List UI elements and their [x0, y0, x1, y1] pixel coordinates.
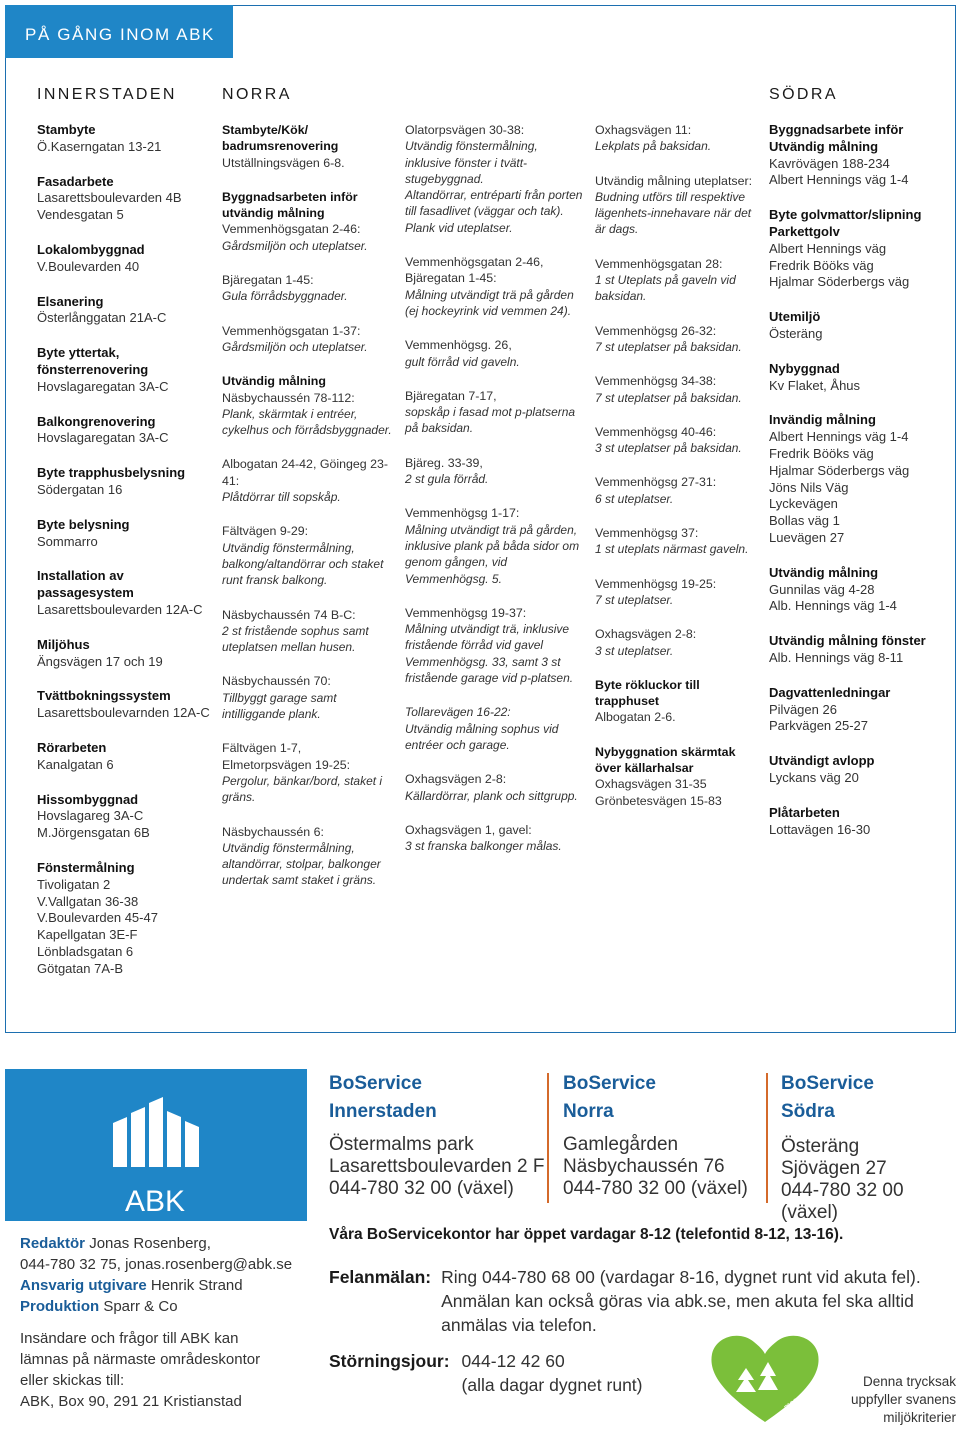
- list-item: [769, 207, 949, 291]
- item-note: Källardörrar, plank och sittgrupp.: [405, 788, 578, 803]
- abk-logo: [5, 1069, 307, 1221]
- item-address: Fredrik Bööks väg: [769, 445, 874, 461]
- item-title: Utvändigt avlopp: [769, 753, 875, 769]
- item-title: Stambyte/Kök/ badrumsrenovering: [222, 123, 339, 154]
- item-title: Stambyte: [37, 122, 96, 137]
- divider: [766, 1073, 768, 1203]
- list-item: [222, 824, 394, 889]
- item-note: Utvändig målning sophus vid entréer och garage.: [405, 721, 559, 752]
- item-title: Byggnadsarbeten inför utvändig målning: [222, 189, 358, 221]
- item-address: Jöns Nils Väg: [769, 479, 849, 495]
- heart-eco-icon: [706, 1330, 830, 1425]
- item-note: Gårdsmiljön och uteplatser.: [222, 238, 368, 253]
- item-address: Lyckevägen: [769, 496, 838, 512]
- editor-name: Jonas Rosenberg,: [85, 1235, 211, 1252]
- outage-label: Störningsjour:: [329, 1351, 450, 1371]
- item-address: Grönbetesvägen 15-83: [595, 793, 722, 808]
- item-address: Albert Hennings väg 1-4: [769, 429, 909, 445]
- office-line: Näsbychaussén 76: [563, 1156, 725, 1177]
- list-item: [595, 173, 755, 238]
- item-title: Plåtarbeten: [769, 804, 840, 820]
- item-address: Kanalgatan 6: [37, 756, 114, 772]
- item-note: 7 st uteplatser på baksidan.: [595, 390, 742, 405]
- item-address: Albogatan 2-6.: [595, 710, 676, 725]
- office-line: Lasarettsboulevarden 2 F: [329, 1156, 545, 1177]
- list-item: [37, 294, 217, 328]
- office-title: BoService: [563, 1073, 656, 1094]
- list-item: [222, 373, 394, 438]
- list-item: [405, 771, 585, 804]
- office-sodra: [781, 1070, 960, 1224]
- item-note: Gårdsmiljön och uteplatser.: [222, 339, 368, 354]
- item-title: Byte belysning: [37, 516, 130, 532]
- item-note: 3 st franska balkonger målas.: [405, 839, 562, 854]
- item-address: Vemmenhögsgatan 2-46:: [222, 222, 361, 237]
- item-note: 1 st Uteplats på gaveln vid baksidan.: [595, 273, 736, 304]
- list-item: [769, 361, 949, 395]
- list-item: [595, 256, 755, 305]
- item-address: Södergatan 16: [37, 481, 123, 497]
- item-note: Utvändig fönstermålning, inklusive fönster i tvätt-stugebyggnad.: [405, 139, 538, 186]
- item-address: Näsbychaussén 70:: [222, 674, 331, 689]
- item-address: Albogatan 24-42, Göingeg 23-41:: [222, 457, 389, 488]
- report-label: Felanmälan:: [329, 1267, 432, 1287]
- item-address: Näsbychaussén 6:: [222, 824, 324, 839]
- item-title: Dagvattenledningar: [769, 684, 891, 700]
- item-note: 3 st uteplatser på baksidan.: [595, 441, 742, 456]
- item-address: Lyckans väg 20: [769, 769, 859, 785]
- item-address: Vemmenhögsg 34-38:: [595, 374, 717, 389]
- list-item: [37, 345, 217, 395]
- item-note: Plåtdörrar till sopskåp.: [222, 490, 341, 505]
- norra-column-1: [222, 122, 394, 907]
- item-address: Alb. Hennings väg 8-11: [769, 649, 904, 665]
- list-item: [405, 455, 585, 488]
- office-title: BoService: [329, 1073, 422, 1094]
- item-address: V.Vallgatan 36-38: [37, 893, 139, 909]
- list-item: [405, 505, 585, 586]
- building-icon: [5, 1069, 307, 1221]
- item-address: Bjäregatan 1-45:: [222, 273, 314, 288]
- item-address: Tivoligatan 2: [37, 876, 111, 892]
- item-note: 2 st gula förråd.: [405, 472, 489, 487]
- logo-text: ABK: [124, 1185, 186, 1218]
- office-line: Gamlegården: [563, 1134, 679, 1155]
- banner: PÅ GÅNG INOM ABK: [5, 5, 233, 58]
- production-label: Produktion: [20, 1298, 100, 1315]
- item-address: Albert Hennings väg 1-4: [769, 172, 909, 188]
- item-title: Nybyggnation skärmtak över källarhalsar: [595, 744, 736, 776]
- credits: [20, 1233, 292, 1317]
- office-subtitle: Norra: [563, 1101, 614, 1122]
- innerstaden-column: [37, 122, 217, 995]
- list-item: [37, 637, 217, 671]
- item-title: Hissombyggnad: [37, 791, 139, 807]
- item-address: Österäng: [769, 325, 823, 341]
- list-item: [595, 474, 755, 507]
- production-name: Sparr & Co: [99, 1298, 178, 1315]
- list-item: [37, 860, 217, 978]
- list-item: [222, 122, 394, 171]
- item-address: Ängsvägen 17 och 19: [37, 653, 163, 669]
- report-fault: Felanmälan: Ring 044-780 68 00 (vardagar 8-16, dygnet runt vid akuta fel). Anmälan kan också göras via abk.se, men akuta fel ska alltid anmälas via telefon.: [329, 1267, 921, 1335]
- office-phone: 044-780 32 00 (växel): [781, 1180, 904, 1223]
- item-title: Invändig målning: [769, 412, 876, 428]
- office-line: Sjövägen 27: [781, 1158, 887, 1179]
- item-title: Byggnadsarbete inför Utvändig målning: [769, 122, 904, 154]
- list-item: [405, 388, 585, 437]
- publisher-name: Henrik Strand: [146, 1277, 243, 1294]
- item-address: Näsbychaussén 74 B-C:: [222, 607, 356, 622]
- item-title: Miljöhus: [37, 636, 90, 652]
- list-item: [595, 525, 755, 558]
- item-title: Utvändig målning fönster: [769, 633, 926, 649]
- item-address: Vemmenhögsgatan 1-37:: [222, 323, 361, 338]
- item-note: Målning utvändigt trä på gården, inklusive plank på båda sidor om genom gången, vid Vemmenhögsg. 5.: [405, 522, 580, 586]
- list-item: [595, 744, 755, 809]
- item-address: V.Boulevarden 45-47: [37, 910, 158, 926]
- item-address: Pilvägen 26: [769, 701, 837, 717]
- item-note: Altandörrar, entréparti från porten till fasadlivet (väggar och tak).: [405, 188, 583, 219]
- heading-innerstaden: INNERSTADEN: [37, 86, 177, 103]
- item-address: Hjalmar Söderbergs väg: [769, 462, 910, 478]
- list-item: [222, 673, 394, 722]
- item-title: Tvättbokningssystem: [37, 688, 171, 704]
- list-item: [405, 254, 585, 319]
- list-item: [769, 633, 949, 667]
- list-item: [37, 568, 217, 618]
- item-address: Lottavägen 16-30: [769, 821, 871, 837]
- office-subtitle: Innerstaden: [329, 1101, 437, 1122]
- list-item: [769, 565, 949, 615]
- item-address: Gunnilas väg 4-28: [769, 581, 875, 597]
- item-note: Gula förrådsbyggnader.: [222, 289, 348, 304]
- item-note: 7 st uteplatser.: [595, 592, 674, 607]
- office-line: Östermalms park: [329, 1134, 474, 1155]
- item-address: Vemmenhögsg 37:: [595, 526, 699, 541]
- item-title: Byte golvmattor/slipning Parkettgolv: [769, 207, 922, 239]
- list-item: [769, 122, 949, 189]
- item-address: Lasarettsboulevarden 4B: [37, 190, 182, 206]
- item-title: Lokalombyggnad: [37, 241, 145, 257]
- norra-column-3: [595, 122, 755, 827]
- list-item: [405, 704, 585, 753]
- item-address: Götgatan 7A-B: [37, 960, 123, 976]
- item-address: Vemmenhögsg 1-17:: [405, 506, 520, 521]
- item-address: Vemmenhögsg 19-25:: [595, 576, 717, 591]
- item-note: 7 st uteplatser på baksidan.: [595, 339, 742, 354]
- item-address: Parkvägen 25-27: [769, 718, 869, 734]
- item-title: Byte yttertak, fönsterrenovering: [37, 345, 149, 377]
- item-note: 6 st uteplatser.: [595, 491, 674, 506]
- office-line: Österäng: [781, 1136, 860, 1157]
- list-item: [222, 272, 394, 305]
- item-title: Utvändig målning: [222, 374, 326, 389]
- sodra-column: [769, 122, 949, 856]
- item-note: sopskåp i fasad mot p-platserna på baksidan.: [405, 405, 576, 436]
- item-note: Tollarevägen 16-22:: [405, 705, 511, 720]
- item-title: Elsanering: [37, 293, 104, 309]
- item-address: Luevägen 27: [769, 529, 845, 545]
- office-norra: [563, 1070, 748, 1200]
- divider: [547, 1073, 549, 1203]
- item-title: Nybyggnad: [769, 360, 840, 376]
- editor-contact: 044-780 32 75, jonas.rosenberg@abk.se: [20, 1256, 293, 1273]
- opening-hours: Våra BoServicekontor har öppet vardagar 8-12 (telefontid 8-12, 13-16).: [329, 1226, 844, 1243]
- item-title: Byte rökluckor till trapphuset: [595, 677, 700, 709]
- item-address: Hovslagaregatan 3A-C: [37, 430, 169, 446]
- list-item: [222, 607, 394, 656]
- item-title: Utemiljö: [769, 309, 821, 325]
- item-address: Lönbladsgatan 6: [37, 943, 134, 959]
- item-title: Fönstermålning: [37, 859, 135, 875]
- sender-info: Insändare och frågor till ABK kan lämnas på närmaste områdeskontor eller skickas till: ABK, Box 90, 291 21 Kristianstad: [20, 1330, 261, 1410]
- item-address: Kv Flaket, Åhus: [769, 377, 861, 393]
- office-phone: 044-780 32 00 (växel): [563, 1178, 748, 1199]
- norra-column-2: [405, 122, 585, 872]
- item-title: Utvändig målning: [769, 564, 879, 580]
- item-address: Hovslagareg 3A-C: [37, 808, 144, 824]
- item-address: Oxhagsvägen 2-8:: [405, 772, 507, 787]
- list-item: [405, 337, 585, 370]
- item-address: Utvändig målning uteplatser:: [595, 173, 753, 188]
- item-address: Fältvägen 9-29:: [222, 524, 309, 539]
- list-item: [37, 517, 217, 551]
- item-address: M.Jörgensgatan 6B: [37, 825, 150, 841]
- item-address: Bjäregatan 7-17,: [405, 388, 497, 403]
- item-address: Oxhagsvägen 1, gavel:: [405, 822, 532, 837]
- list-item: [37, 174, 217, 224]
- list-item: [595, 677, 755, 726]
- item-address: Ö.Kaserngatan 13-21: [37, 138, 162, 154]
- list-item: [222, 456, 394, 505]
- list-item: [405, 822, 585, 855]
- item-address: Vemmenhögsgatan 28:: [595, 256, 723, 271]
- heading-norra: NORRA: [222, 86, 292, 103]
- item-title: Installation av passagesystem: [37, 568, 134, 601]
- item-note: Plank, skärmtak i entréer, cykelhus och förrådsbyggnader.: [222, 406, 392, 438]
- list-item: [769, 309, 949, 343]
- item-address: Vemmenhögsg 27-31:: [595, 475, 717, 490]
- list-item: [769, 685, 949, 735]
- item-note: Pergolur, bänkar/bord, staket i gräns.: [222, 773, 383, 805]
- list-item: [222, 523, 394, 588]
- item-address: Vemmenhögsg 26-32:: [595, 323, 717, 338]
- list-item: [37, 242, 217, 276]
- item-address: Bollas väg 1: [769, 513, 840, 529]
- list-item: [769, 805, 949, 839]
- item-address: Hjalmar Söderbergs väg: [769, 274, 910, 290]
- office-title: BoService: [781, 1073, 874, 1094]
- item-note: Målning utvändigt trä, inklusive fristående förråd vid gavel Vemmenhögsg. 33, samt 3 st fristående garage vid p-platsen.: [405, 622, 574, 686]
- item-note: gult förråd vid gaveln.: [405, 354, 520, 369]
- item-note: 2 st fristående sophus samt uteplatsen mellan husen.: [222, 623, 369, 655]
- item-address: Fältvägen 1-7, Elmetorpsvägen 19-25:: [222, 741, 351, 772]
- item-address: Vemmenhögsg 19-37:: [405, 605, 527, 620]
- list-item: [37, 465, 217, 499]
- item-address: Oxhagsvägen 11:: [595, 123, 692, 137]
- item-address: Österlånggatan 21A-C: [37, 310, 167, 326]
- item-address: Sommarro: [37, 533, 98, 549]
- item-address: Vemmenhögsgatan 2-46, Bjäregatan 1-45:: [405, 255, 544, 286]
- item-title: Balkongrenovering: [37, 413, 156, 429]
- list-item: [222, 740, 394, 805]
- list-item: [405, 605, 585, 686]
- item-note: Tillbyggt garage samt intilliggande plank.: [222, 690, 337, 722]
- item-address: Vemmenhögsg 40-46:: [595, 424, 717, 439]
- item-address: Oxhagsvägen 2-8:: [595, 627, 697, 642]
- item-note: Utvändig fönstermålning, altandörrar, stolpar, balkonger undertak samt staket i gräns.: [222, 840, 381, 888]
- editor-label: Redaktör: [20, 1235, 86, 1252]
- item-address: Alb. Hennings väg 1-4: [769, 598, 897, 614]
- office-subtitle: Södra: [781, 1101, 835, 1122]
- list-item: [37, 414, 217, 448]
- item-address: Utställningsvägen 6-8.: [222, 155, 345, 170]
- list-item: [37, 792, 217, 842]
- office-innerstaden: [329, 1070, 544, 1200]
- item-address: Kavrövägen 188-234: [769, 155, 890, 171]
- item-address: Näsbychaussén 78-112:: [222, 390, 355, 405]
- list-item: [595, 122, 755, 155]
- item-address: V.Boulevarden 40: [37, 258, 140, 274]
- item-address: Vendesgatan 5: [37, 207, 124, 223]
- item-address: Vemmenhögsg. 26,: [405, 338, 512, 353]
- item-note: Målning utvändigt trä på gården (ej hockeyrink vid vemmen 24).: [405, 287, 574, 318]
- item-note: Utvändig fönstermålning, balkong/altandörrar och staket runt fransk balkong.: [222, 540, 384, 588]
- heading-sodra: SÖDRA: [769, 86, 838, 103]
- eco-label: Denna trycksak uppfyller svanens miljökriterier: [850, 1374, 956, 1425]
- list-item: [769, 412, 949, 546]
- list-item: [595, 323, 755, 356]
- item-address: Oxhagsvägen 31-35: [595, 777, 707, 792]
- item-note: Plank vid uteplatser.: [405, 220, 513, 235]
- item-address: Albert Hennings väg: [769, 240, 887, 256]
- item-address: Fredrik Bööks väg: [769, 257, 874, 273]
- item-note: Lekplats på baksidan.: [595, 139, 712, 154]
- item-note: 3 st uteplatser.: [595, 643, 674, 658]
- list-item: [769, 753, 949, 787]
- item-title: Rörarbeten: [37, 739, 107, 755]
- eco-badge-text: mapsverige.se: [781, 1374, 830, 1412]
- list-item: [595, 424, 755, 457]
- list-item: [37, 122, 217, 156]
- item-title: Fasadarbete: [37, 173, 114, 189]
- office-phone: 044-780 32 00 (växel): [329, 1178, 514, 1199]
- list-item: [595, 373, 755, 406]
- list-item: [37, 740, 217, 774]
- item-address: Lasarettsboulevarden 12A-C: [37, 601, 203, 617]
- list-item: [37, 688, 217, 722]
- list-item: [595, 576, 755, 609]
- publisher-label: Ansvarig utgivare: [20, 1277, 147, 1294]
- item-address: Kapellgatan 3E-F: [37, 927, 138, 943]
- list-item: [405, 122, 585, 236]
- item-note: Budning utförs till respektive lägenhets-innehavare när det är dags.: [595, 189, 752, 237]
- item-address: Olatorpsvägen 30-38:: [405, 123, 525, 137]
- item-address: Bjäreg. 33-39,: [405, 455, 483, 470]
- list-item: [222, 323, 394, 356]
- item-note: 1 st uteplats närmast gaveln.: [595, 542, 749, 557]
- item-title: Byte trapphusbelysning: [37, 465, 186, 481]
- item-address: Lasarettsboulevarnden 12A-C: [37, 705, 210, 721]
- list-item: [595, 626, 755, 659]
- item-address: Hovslagaregatan 3A-C: [37, 378, 169, 394]
- outage-service: Störningsjour: 044-12 42 60 (alla dagar dygnet runt): [329, 1351, 643, 1395]
- list-item: [222, 189, 394, 254]
